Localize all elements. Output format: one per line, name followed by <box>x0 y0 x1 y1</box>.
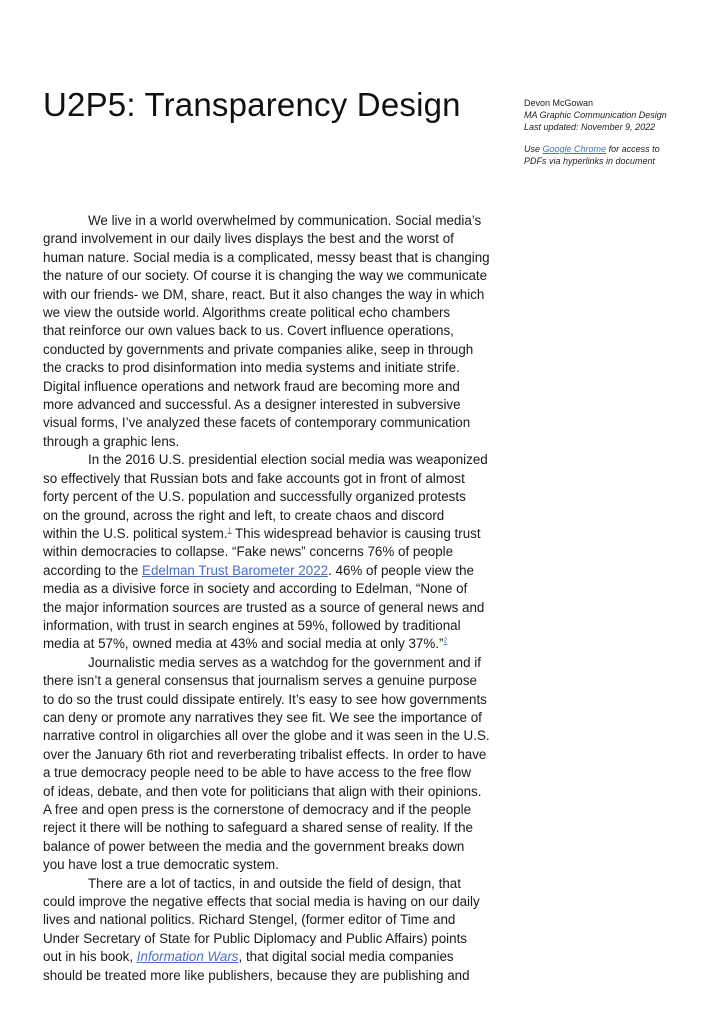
text-line: lives and national politics. Richard Stengel, (former editor of Time and <box>43 912 456 928</box>
text-line: reject it there will be nothing to safeguard a shared sense of reality. If the <box>43 820 473 836</box>
browser-note-line-2: PDFs via hyperlinks in document <box>524 156 656 166</box>
information-wars-link[interactable]: Information Wars <box>136 949 239 965</box>
text-line: through a graphic lens. <box>43 433 180 449</box>
text-segment: within the U.S. political system. <box>43 525 228 541</box>
google-chrome-link[interactable]: Google Chrome <box>542 144 607 154</box>
text-line <box>43 635 528 653</box>
body-text <box>43 212 528 985</box>
text-line: forty percent of the U.S. population and successfully organized protests <box>43 489 466 505</box>
document-meta <box>524 97 709 167</box>
text-line: of ideas, debate, and then vote for politicians that align with their opinions. <box>43 783 482 799</box>
last-updated: Last updated: November 9, 2022 <box>524 122 656 132</box>
text-segment: . 46% of people view the <box>328 562 474 578</box>
text-segment: out in his book, <box>43 949 137 965</box>
text-line: could improve the negative effects that social media is having on our daily <box>43 894 480 910</box>
paragraph-4 <box>43 875 528 985</box>
text-line: grand involvement in our daily lives displays the best and the worst of <box>43 231 454 247</box>
text-line: more advanced and successful. As a designer interested in subversive <box>43 397 461 413</box>
text-line: we view the outside world. Algorithms create political echo chambers <box>43 305 451 321</box>
page-title: U2P5: Transparency Design <box>43 86 461 123</box>
text-line: visual forms, I’ve analyzed these facets of contemporary communication <box>43 415 471 431</box>
text-segment: media at 57%, owned media at 43% and social media at only 37%.” <box>43 636 444 652</box>
text-line: Digital influence operations and network fraud are becoming more and <box>43 378 460 394</box>
text-line: that reinforce our own values back to us. Covert influence operations, <box>43 323 454 339</box>
footnote-ref-2[interactable]: 2 <box>443 637 448 645</box>
text-line: the nature of our society. Of course it is changing the way we communicate <box>43 268 488 284</box>
browser-note <box>524 143 709 167</box>
footnote-ref-1[interactable]: 1 <box>227 527 232 535</box>
text-line: media as a divisive force in society and according to Edelman, “None of <box>43 581 468 597</box>
text-line: within democracies to collapse. “Fake news” concerns 76% of people <box>43 544 454 560</box>
text-segment: , that digital social media companies <box>238 949 454 965</box>
text-line: Journalistic media serves as a watchdog for the government and if <box>88 654 481 670</box>
text-line: you have lost a true democratic system. <box>43 857 279 873</box>
text-line: Under Secretary of State for Public Diplomacy and Public Affairs) points <box>43 930 467 946</box>
text-line: can deny or promote any narratives they see fit. We see the importance of <box>43 709 482 725</box>
browser-note-prefix: Use <box>524 144 543 154</box>
text-segment: This widespread behavior is causing trust <box>231 525 481 541</box>
text-line: over the January 6th riot and reverberating tribalist effects. In order to have <box>43 746 487 762</box>
text-line: the cracks to prod disinformation into media systems and initiate strife. <box>43 360 460 376</box>
text-line: on the ground, across the right and left, to create chaos and discord <box>43 507 445 523</box>
text-line: should be treated more like publishers, because they are publishing and <box>43 967 470 983</box>
text-line: A free and open press is the cornerstone of democracy and if the people <box>43 802 472 817</box>
paragraph-2 <box>43 451 528 653</box>
paragraph-3 <box>43 654 528 875</box>
text-line: In the 2016 U.S. presidential election social media was weaponized <box>88 452 488 468</box>
paragraph-1 <box>43 212 528 451</box>
text-line: so effectively that Russian bots and fake accounts got in front of almost <box>43 470 465 486</box>
text-line <box>43 525 528 543</box>
text-line: We live in a world overwhelmed by communication. Social media’s <box>88 213 482 228</box>
text-line: with our friends- we DM, share, react. But it also changes the way in which <box>43 286 485 302</box>
text-line: There are a lot of tactics, in and outside the field of design, that <box>88 875 461 891</box>
text-line: to do so the trust could dissipate entirely. It’s easy to see how governments <box>43 691 487 707</box>
edelman-trust-barometer-link[interactable]: Edelman Trust Barometer 2022 <box>142 562 329 578</box>
text-line: conducted by governments and private companies alike, seep in through <box>43 341 474 357</box>
text-segment: according to the <box>43 562 143 578</box>
text-line: a true democracy people need to be able to have access to the free flow <box>43 765 472 781</box>
text-line <box>43 948 528 966</box>
text-line: human nature. Social media is a complicated, messy beast that is changing <box>43 249 490 265</box>
text-line: balance of power between the media and the government breaks down <box>43 838 465 854</box>
text-line: there isn’t a general consensus that journalism serves a genuine purpose <box>43 673 477 689</box>
author-name: Devon McGowan <box>524 98 594 108</box>
program-name: MA Graphic Communication Design <box>524 110 667 120</box>
browser-note-suffix: for access to <box>606 144 660 154</box>
text-line <box>43 562 528 580</box>
text-line: the major information sources are trusted as a source of general news and <box>43 599 485 615</box>
text-line: narrative control in oligarchies all over the globe and it was seen in the U.S. <box>43 728 490 744</box>
text-line: information, with trust in search engines at 59%, followed by traditional <box>43 617 461 633</box>
